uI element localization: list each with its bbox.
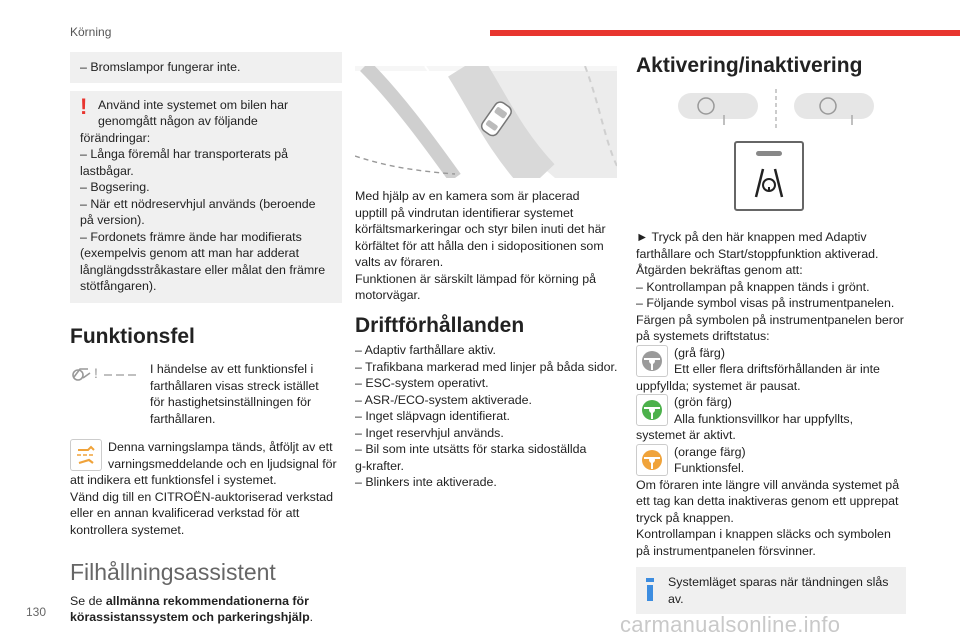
description-line: upptill på vindrutan identifierar systemet xyxy=(355,205,574,220)
watermark: carmanualsonline.info xyxy=(620,612,841,637)
instruction-line: Åtgärden bekräftas genom att: xyxy=(636,263,803,277)
deactivation-line: Om föraren inte längre vill använda systemet på xyxy=(636,477,900,492)
warning-exclamation-icon: ! xyxy=(80,93,88,119)
info-text: Systemläget sparas när tändningen slås av. xyxy=(668,575,889,606)
fault-text-line: för hastighetsinställningen för xyxy=(150,395,312,409)
warning-line: stötfångaren). xyxy=(80,279,157,293)
warning-line: – Fordonets främre ände har modifierats xyxy=(80,229,302,244)
info-icon xyxy=(646,574,656,607)
deactivation-line: på instrumentpanelen försvinner. xyxy=(636,543,816,558)
condition-item: – Bil som inte utsätts för starka sidoställda xyxy=(355,442,587,456)
condition-item: g-krafter. xyxy=(355,458,404,473)
fault-text-line: kontrollera systemet. xyxy=(70,522,185,537)
condition-item: – Trafikbana markerad med linjer på båda sidor. xyxy=(355,359,618,374)
warning-line: – När ett nödreservhjul används (beroende xyxy=(80,196,316,211)
instruction-line: ► Tryck på den här knappen med Adaptiv xyxy=(636,230,867,244)
description-line: körfältet för att hålla den i sidopositionen som xyxy=(355,238,604,253)
warning-line: (exempelvis genom att man har adderat xyxy=(80,246,300,260)
warning-line: på version). xyxy=(80,213,145,227)
warning-box xyxy=(70,91,342,303)
warning-line: förändringar: xyxy=(80,130,151,145)
description-line: körfältsmarkeringar och styr bilen inuti det här xyxy=(355,222,606,236)
warning-line: – Långa föremål har transporterats på xyxy=(80,147,289,161)
column-3 xyxy=(636,52,906,614)
instruction-line: farthållare och Start/stoppfunktion aktiverad. xyxy=(636,246,879,261)
column-2 xyxy=(355,52,620,491)
state-desc: Ett eller flera driftsförhållanden är inte xyxy=(674,362,880,376)
lane-symbol-grey-icon xyxy=(636,345,668,377)
deactivation-line: Kontrollampan i knappen släcks och symbolen xyxy=(636,527,891,541)
fault-text-line: varningsmeddelande och en ljudsignal för xyxy=(108,456,337,471)
instruction-line: – Kontrollampan på knappen tänds i grönt. xyxy=(636,279,870,294)
lane-road-illustration xyxy=(355,66,617,178)
state-title: (grå färg) xyxy=(674,345,725,360)
conditions-heading: Driftförhållanden xyxy=(355,313,525,337)
state-green xyxy=(636,394,906,427)
state-title: (orange färg) xyxy=(674,444,746,459)
activation-heading: Aktivering/inaktivering xyxy=(636,54,863,77)
instruction-line: på systemets driftstatus: xyxy=(636,329,770,343)
steering-wheel-buttons-illustration xyxy=(676,89,906,134)
condition-item: – Inget reservhjul används. xyxy=(355,425,504,440)
fault-text-line: eller en annan kvalificerad verkstad för att xyxy=(70,506,300,520)
description-line: motorvägar. xyxy=(355,288,421,302)
fault-text-line: Vänd dig till en CITROËN-auktoriserad verkstad xyxy=(70,489,334,504)
lane-end-text: . xyxy=(309,610,314,624)
fault-text-line: farthållaren visas streck istället xyxy=(150,378,319,393)
fault-heading: Funktionsfel xyxy=(70,324,195,348)
warning-line: – Bogsering. xyxy=(80,180,150,194)
svg-text:!: ! xyxy=(94,365,98,381)
lane-symbol-orange-icon xyxy=(636,444,668,476)
description-line: Funktionen är särskilt lämpad för körning på xyxy=(355,271,597,286)
state-desc: Funktionsfel. xyxy=(674,461,745,475)
fault-text-line: farthållaren. xyxy=(150,411,216,426)
deactivation-line: tryck på knappen. xyxy=(636,510,734,525)
section-title: Körning xyxy=(70,25,112,39)
lane-see-text: Se de xyxy=(70,593,106,608)
fault-text-line: Denna varningslampa tänds, åtföljt av ett xyxy=(108,440,333,454)
state-grey xyxy=(636,345,906,378)
warning-line: långlängdsstråkastare eller målat den främre xyxy=(80,262,326,277)
description-line: valts av föraren. xyxy=(355,255,444,269)
state-desc: Alla funktionsvillkor har uppfyllts, xyxy=(674,411,854,426)
column-1 xyxy=(70,52,342,626)
state-desc-rest: systemet är aktivt. xyxy=(636,428,736,442)
instruction-line: Färgen på symbolen på instrumentpanelen beror xyxy=(636,312,904,327)
info-box xyxy=(636,567,906,614)
condition-item: – Inget släpvagn identifierat. xyxy=(355,409,510,423)
lane-recommendation-link: allmänna rekommendationerna för xyxy=(105,593,309,608)
condition-item: – Adaptiv farthållare aktiv. xyxy=(355,343,496,357)
lane-assist-intro xyxy=(70,593,342,626)
description-line: Med hjälp av en kamera som är placerad xyxy=(355,189,580,203)
deactivation-line: ett tag kan detta inaktiveras genom ett upprepat xyxy=(636,494,899,508)
fault-text-line: I händelse av ett funktionsfel i xyxy=(150,362,314,376)
header-accent-bar xyxy=(490,30,960,36)
condition-item: – Blinkers inte aktiverade. xyxy=(355,475,497,489)
page-number: 130 xyxy=(26,605,47,619)
state-orange xyxy=(636,444,906,477)
lane-assist-heading: Filhållningsassistent xyxy=(70,559,276,585)
lane-symbol-green-icon xyxy=(636,394,668,426)
warning-first-line: Använd inte systemet om bilen har genomgått någon av följande xyxy=(98,97,289,128)
instruction-line: – Följande symbol visas på instrumentpanelen. xyxy=(636,296,895,310)
condition-item: – ASR-/ECO-system aktiverade. xyxy=(355,392,532,407)
brake-lamp-note: – Bromslampor fungerar inte. xyxy=(70,52,342,83)
wrench-warning-icon xyxy=(70,439,102,471)
state-title: (grön färg) xyxy=(674,395,732,409)
condition-item: – ESC-system operativt. xyxy=(355,376,489,390)
warning-line: lastbågar. xyxy=(80,163,134,178)
state-desc-rest: uppfyllda; systemet är pausat. xyxy=(636,378,801,393)
lane-assist-button-icon xyxy=(734,141,804,211)
speed-dashes-icon xyxy=(70,361,150,388)
fault-text-line: att indikera ett funktionsfel i systemet. xyxy=(70,473,277,487)
lane-recommendation-link-2: körassistanssystem och parkeringshjälp xyxy=(70,610,310,624)
